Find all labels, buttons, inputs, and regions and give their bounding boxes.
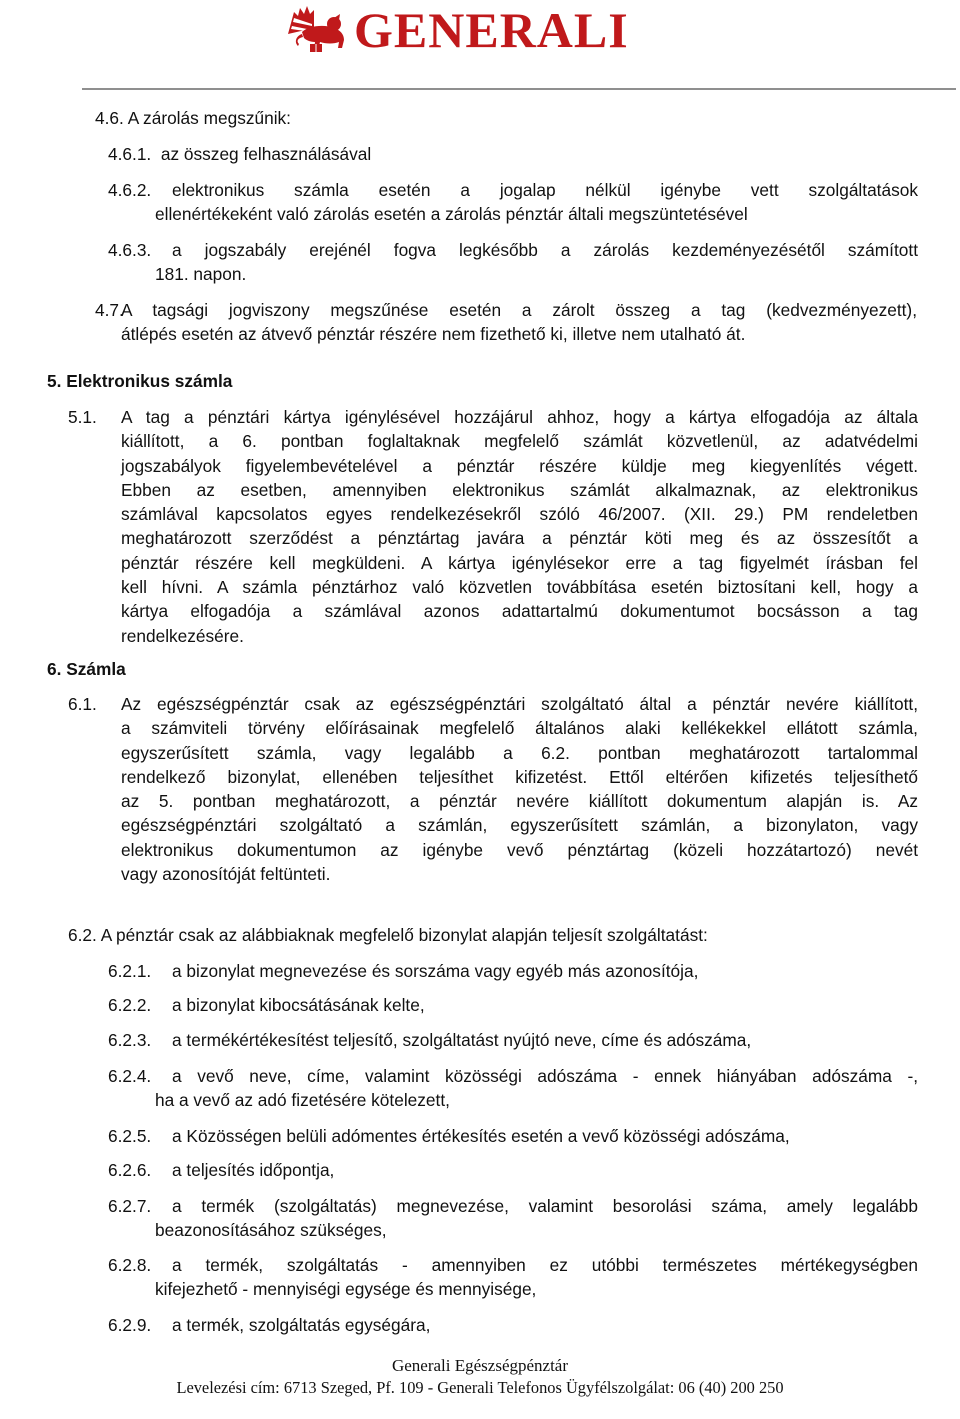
item-text-continued: beazonosításához szükséges,: [155, 1220, 387, 1241]
paragraph-line: Ebben az esetben, amennyiben elektronikus számlát alkalmaznak, az elektronikus: [121, 479, 918, 500]
section-line: ellenértékeként való zárolás esetén a zárolás pénztár általi megszüntetésével: [155, 204, 748, 225]
item-text-continued: kifejezhető - mennyiségi egysége és mennyisége,: [155, 1279, 537, 1300]
section-line: a jogszabály erejénél fogva legkésőbb a zárolás kezdeményezésétől számított: [172, 240, 918, 260]
list-item-6-2-4: [108, 1064, 918, 1113]
paragraph-line: meghatározott szerződést a pénztártag javára a pénztár köti meg és az összesítőt a: [121, 528, 918, 549]
paragraph-line: rendelkező bizonylat, ellenében teljesíthet kifizetést. Ettől eltérően kifizetés teljesíthető: [121, 766, 918, 787]
section-4-6-1: [108, 142, 371, 166]
section-number: 4.6.2.: [108, 180, 152, 200]
item-number: 6.2.5.: [108, 1126, 152, 1146]
section-4-7: [95, 298, 917, 347]
item-text-continued: ha a vevő az adó fizetésére kötelezett,: [155, 1090, 450, 1111]
paragraph-line: kártya elfogadója a számlával azonos adattartalmú dokumentumot bocsásson a tag: [121, 601, 918, 622]
footer-title: Generali Egészségpénztár: [391, 1356, 569, 1375]
item-text: a termék, szolgáltatás - amennyiben ez utóbbi természetes mértékegységben: [172, 1255, 918, 1275]
section-number: 5.1.: [68, 407, 97, 427]
section-paragraph: [121, 692, 918, 886]
paragraph-line: kiállított, a 6. pontban foglaltaknak megfelelő számlát közvetlenül, az adatvédelmi: [121, 431, 918, 452]
item-number: 6.2.8.: [108, 1255, 152, 1275]
section-number: 6.1.: [68, 694, 97, 714]
section-line: elektronikus számla esetén a jogalap nélkül igénybe vett szolgáltatások: [172, 180, 918, 200]
paragraph-line: számlával kapcsolatos egyes rendelkezésekről szóló 46/2007. (XII. 29.) PM rendeletben: [121, 504, 918, 525]
paragraph-line: kell hívni. A számla pénztárhoz való közvetlen továbbítása esetén biztosítani kell, hogy a: [121, 577, 918, 598]
paragraph-line: a számviteli törvény előírásainak megfelelő általános alaki kellékekkel ellátott számla,: [121, 718, 918, 739]
brand-name: GENERALI: [354, 2, 629, 58]
item-text: a termékértékesítést teljesítő, szolgáltatást nyújtó neve, címe és adószáma,: [172, 1030, 752, 1050]
list-item-6-2-6: [108, 1158, 918, 1182]
section-paragraph: [121, 405, 918, 648]
section-number: 4.7.: [95, 300, 124, 320]
paragraph-line: vagy azonosítóját feltünteti.: [121, 864, 331, 885]
list-item-6-2-2: [108, 993, 918, 1017]
list-item-6-2-8: [108, 1253, 918, 1302]
paragraph-line: pénztár részére kell megküldeni. A kártya igénylésekor erre a tag figyelmét írásban fel: [121, 552, 918, 573]
item-number: 6.2.9.: [108, 1315, 152, 1335]
item-text: a Közösségen belüli adómentes értékesítés esetén a vevő közösségi adószáma,: [172, 1126, 790, 1146]
section-line: átlépés esetén az átvevő pénztár részére nem fizethető ki, illetve nem utalható át.: [121, 324, 746, 345]
paragraph-line: egyszerűsített számla, vagy legalább a 6.2. pontban meghatározott tartalommal: [121, 742, 918, 763]
header-divider: [82, 88, 956, 90]
section-6-2: [68, 923, 708, 947]
item-number: 6.2.4.: [108, 1066, 152, 1086]
item-text: a teljesítés időpontja,: [172, 1160, 335, 1180]
section-number: 6.2.: [68, 925, 97, 945]
list-item-6-2-1: [108, 959, 918, 983]
section-4-6-2: [108, 178, 918, 227]
footer-contact: Levelezési cím: 6713 Szeged, Pf. 109 - Generali Telefonos Ügyfélszolgálat: 06 (40) 200 250: [176, 1378, 784, 1397]
item-text: a vevő neve, címe, valamint közösségi adószáma - ennek hiányában adószáma -,: [172, 1066, 918, 1086]
section-number: 4.6.1.: [108, 144, 152, 164]
item-number: 6.2.3.: [108, 1030, 152, 1050]
section-number: 4.6.3.: [108, 240, 152, 260]
item-number: 6.2.7.: [108, 1196, 152, 1216]
list-item-6-2-3: [108, 1028, 918, 1052]
list-item-6-2-7: [108, 1194, 918, 1243]
section-line: 181. napon.: [155, 264, 247, 285]
section-line: A tagsági jogviszony megszűnése esetén a zárolt összeg a tag (kedvezményezett),: [121, 300, 917, 320]
item-text: a termék (szolgáltatás) megnevezése, valamint besorolási száma, amely legalább: [172, 1196, 918, 1216]
paragraph-line: Az egészségpénztár csak az egészségpénztári szolgáltató által a pénztár nevére kiállított,: [121, 694, 918, 714]
section-text: az összeg felhasználásával: [160, 144, 372, 164]
section-6-1: [68, 692, 918, 886]
paragraph-line: egészségpénztári szolgáltató a számlán, egyszerűsített számlán, a bizonylaton, vagy: [121, 815, 918, 836]
list-item-6-2-5: [108, 1124, 918, 1148]
paragraph-line: elektronikus dokumentumon az igénybe vevő pénztártag (közeli hozzátartozó) nevét: [121, 839, 918, 860]
paragraph-line: jogszabályok figyelembevételével a pénztár részére küldje meg kiegyenlítés végett.: [121, 455, 918, 476]
section-5-heading: 5. Elektronikus számla: [47, 371, 233, 391]
paragraph-line: A tag a pénztári kártya igénylésével hozzájárul ahhoz, hogy a kártya elfogadója az általa: [121, 407, 918, 427]
item-text: a bizonylat megnevezése és sorszáma vagy egyéb más azonosítója,: [172, 961, 699, 981]
section-5-1: [68, 405, 918, 648]
section-4-6: [95, 106, 291, 130]
item-number: 6.2.1.: [108, 961, 152, 981]
item-number: 6.2.2.: [108, 995, 152, 1015]
list-item-6-2-9: [108, 1313, 918, 1337]
item-text: a bizonylat kibocsátásának kelte,: [172, 995, 425, 1015]
section-4-6-3: [108, 238, 918, 287]
section-number: 4.6.: [95, 108, 124, 128]
item-number: 6.2.6.: [108, 1160, 152, 1180]
section-text: A pénztár csak az alábbiaknak megfelelő bizonylat alapján teljesít szolgáltatást:: [100, 925, 708, 945]
item-text: a termék, szolgáltatás egységára,: [172, 1315, 431, 1335]
generali-logo: [284, 2, 629, 58]
section-text: A zárolás megszűnik:: [127, 108, 291, 128]
paragraph-line: rendelkezésére.: [121, 625, 244, 646]
page-header: [0, 0, 960, 96]
section-6-heading: 6. Számla: [47, 659, 126, 679]
paragraph-line: az 5. pontban meghatározott, a pénztár nevére kiállított dokumentum alapján is. Az: [121, 791, 918, 812]
winged-lion-icon: [284, 4, 346, 56]
